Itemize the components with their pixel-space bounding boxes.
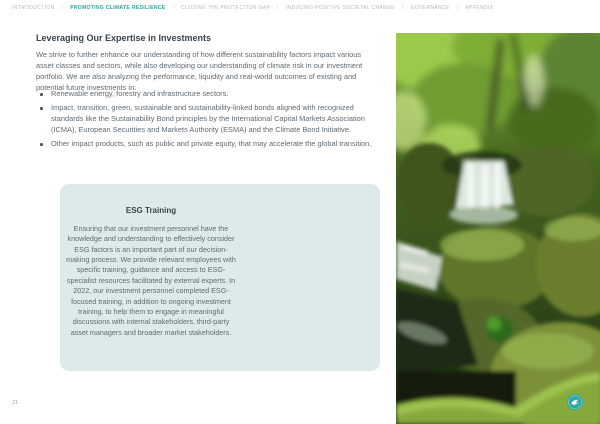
- nav-separator: |: [277, 5, 279, 11]
- nav-item-closing-the-protection-gap[interactable]: CLOSING THE PROTECTION GAP: [181, 5, 271, 11]
- top-nav: [12, 5, 592, 11]
- intro-paragraph: We strive to further enhance our understanding of how different sustainability factors impact various asset classes and sectors, while also developing our understanding of climate risk in our investment portfolio. We are also analyzing the performance, liquidity and real-world outcomes of existing and potential future investments in:: [36, 50, 363, 93]
- esg-training-column: [65, 206, 237, 338]
- page-title: Leveraging Our Expertise in Investments: [36, 33, 212, 44]
- page-number: 21: [12, 400, 19, 406]
- brand-logo: [567, 394, 583, 410]
- nav-separator: |: [61, 5, 64, 11]
- bullet-item-renewables: Renewable energy, forestry and infrastructure sectors.: [38, 89, 374, 100]
- nav-separator: |: [456, 5, 459, 11]
- nav-item-governance[interactable]: GOVERNANCE: [410, 5, 450, 11]
- nav-separator: |: [172, 5, 175, 11]
- forest-waterfall-illustration: [396, 33, 600, 424]
- bullet-item-bonds: Impact, transition, green, sustainable and sustainability-linked bonds aligned with recognized standards like the Sustainability Bond principles by the International Capital Markets Association (ICMA), European Securities and Markets Authority (ESMA) and the Climate Bond Initiative.: [38, 103, 374, 135]
- nav-item-inducing-positive-societal-change[interactable]: INDUCING POSITIVE SOCIETAL CHANGE: [285, 5, 395, 11]
- bullet-item-impact-products: Other impact products, such as public and private equity, that may accelerate the global transition.: [38, 139, 374, 150]
- esg-training-body: Ensuring that our investment personnel have the knowledge and understanding to effectively consider ESG factors is an important part of our decision-making process. We provide relevant employees with specific training, guidance and access to ESG-specialist resources facilitated by external experts. In 2022, our investment personnel completed ESG-focused training, in addition to ongoing investment training, to help them to engage in meaningful discussions with internal stakeholders, third-party asset managers and broader market stakeholders.: [66, 224, 236, 337]
- forest-waterfall-photo: [396, 33, 600, 424]
- nav-item-appendix[interactable]: APPENDIX: [465, 5, 494, 11]
- nav-separator: |: [401, 5, 404, 11]
- nav-item-promoting-climate-resilience[interactable]: PROMOTING CLIMATE RESILIENCE: [70, 5, 166, 11]
- esg-training-callout: [60, 184, 380, 371]
- esg-training-title: ESG Training: [125, 206, 177, 215]
- investments-bullet-list: [38, 89, 374, 153]
- nav-item-introduction[interactable]: INTRODUCTION: [12, 5, 55, 11]
